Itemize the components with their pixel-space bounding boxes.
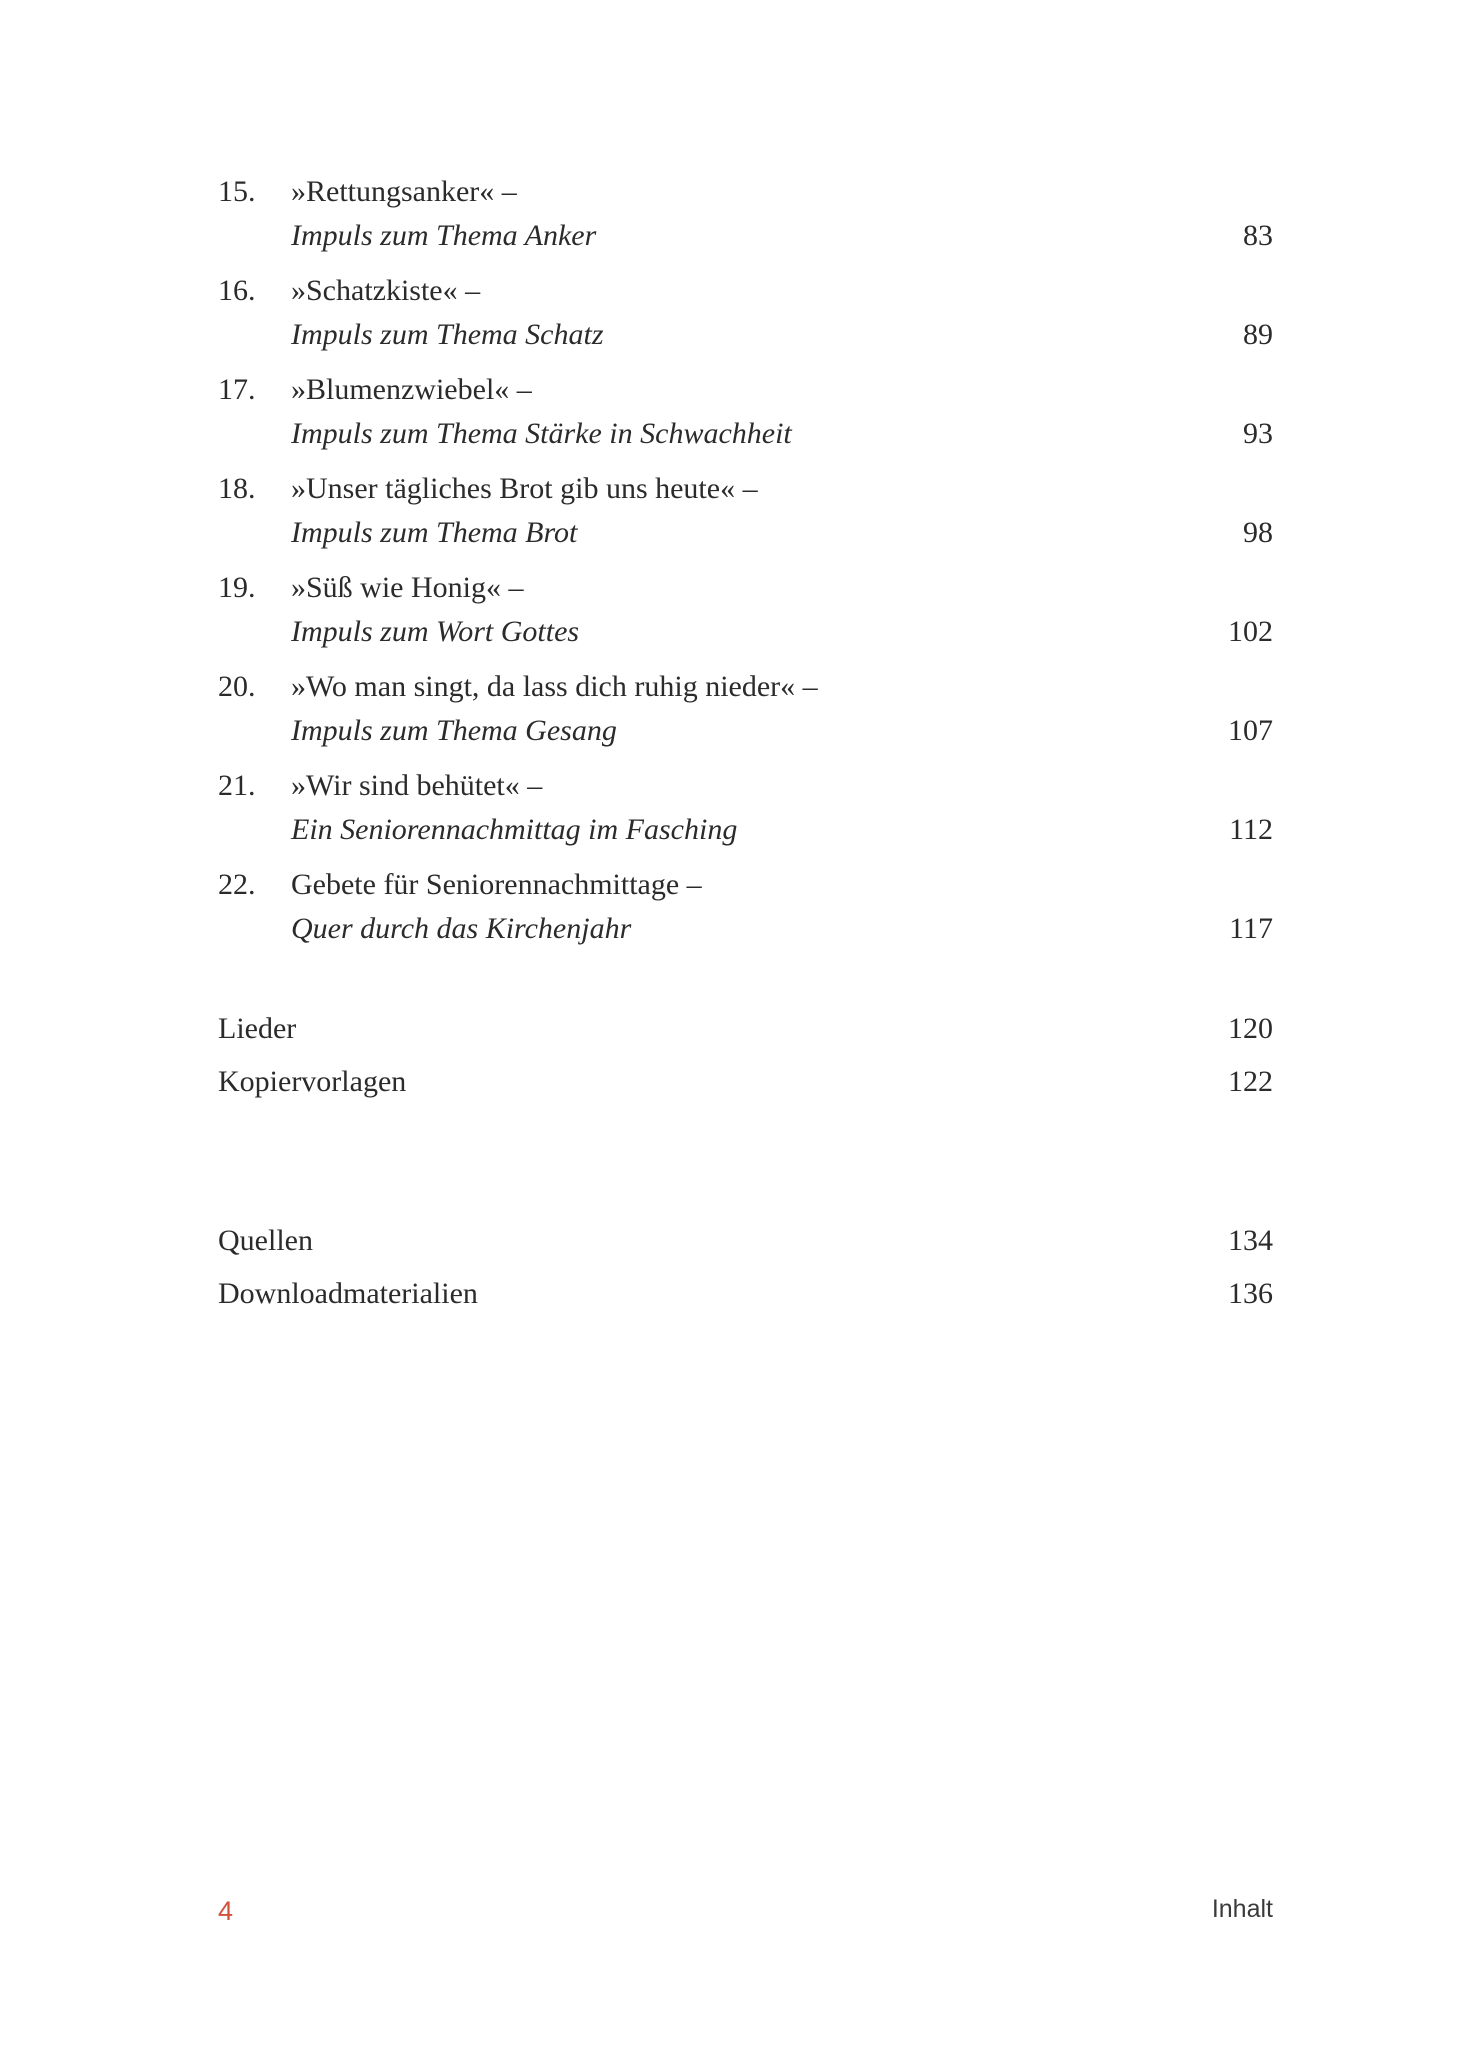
entry-title: »Unser tägliches Brot gib uns heute« – (291, 472, 758, 505)
entry-subtitle: Ein Seniorennachmittag im Fasching (291, 813, 738, 846)
toc-entry-downloadmaterialien[interactable] (218, 1272, 1273, 1325)
entry-title: Gebete für Seniorennachmittage – (291, 868, 702, 901)
entry-page-number: 134 (1228, 1224, 1273, 1257)
toc-entry-20[interactable] (218, 665, 1273, 764)
footer-section-label: Inhalt (1211, 1895, 1273, 1923)
entry-page-number: 102 (1228, 615, 1273, 648)
entry-number: 16. (218, 274, 256, 307)
entry-subtitle: Impuls zum Thema Brot (291, 516, 578, 549)
entry-title: Quellen (218, 1224, 313, 1257)
appendix-group-2 (218, 1219, 1273, 1325)
toc-entry-16[interactable] (218, 269, 1273, 368)
entry-page-number: 93 (1243, 417, 1273, 450)
entry-number: 17. (218, 373, 256, 406)
entry-page-number: 122 (1228, 1065, 1273, 1098)
entry-title: Downloadmaterialien (218, 1277, 478, 1310)
table-of-contents (218, 170, 1273, 962)
toc-entry-kopiervorlagen[interactable] (218, 1060, 1273, 1113)
entry-page-number: 112 (1229, 813, 1273, 846)
toc-entry-22[interactable] (218, 863, 1273, 962)
entry-subtitle: Impuls zum Wort Gottes (291, 615, 580, 648)
entry-number: 18. (218, 472, 256, 505)
entry-title: Kopiervorlagen (218, 1065, 407, 1098)
entry-subtitle: Impuls zum Thema Anker (291, 219, 597, 252)
entry-number: 22. (218, 868, 256, 901)
toc-entry-17[interactable] (218, 368, 1273, 467)
entry-subtitle: Impuls zum Thema Gesang (291, 714, 617, 747)
toc-entry-18[interactable] (218, 467, 1273, 566)
entry-title: »Süß wie Honig« – (291, 571, 524, 604)
entry-title: »Schatzkiste« – (291, 274, 481, 307)
entry-number: 21. (218, 769, 256, 802)
footer-page-number: 4 (218, 1896, 234, 1926)
entry-subtitle: Impuls zum Thema Schatz (291, 318, 604, 351)
entry-page-number: 136 (1228, 1277, 1273, 1310)
entry-title: Lieder (218, 1012, 297, 1045)
toc-entry-15[interactable] (218, 170, 1273, 269)
entry-page-number: 107 (1228, 714, 1273, 747)
entry-page-number: 89 (1243, 318, 1273, 351)
appendix-group-1 (218, 1007, 1273, 1113)
entry-title: »Blumenzwiebel« – (291, 373, 532, 406)
entry-number: 15. (218, 175, 256, 208)
entry-number: 20. (218, 670, 256, 703)
entry-subtitle: Quer durch das Kirchenjahr (291, 912, 632, 945)
entry-page-number: 117 (1229, 912, 1273, 945)
entry-page-number: 120 (1228, 1012, 1273, 1045)
toc-entry-21[interactable] (218, 764, 1273, 863)
entry-title: »Wir sind behütet« – (291, 769, 543, 802)
entry-title: »Rettungsanker« – (291, 175, 517, 208)
toc-entry-19[interactable] (218, 566, 1273, 665)
entry-title: »Wo man singt, da lass dich ruhig nieder« – (291, 670, 818, 703)
entry-number: 19. (218, 571, 256, 604)
entry-page-number: 83 (1243, 219, 1273, 252)
toc-entry-quellen[interactable] (218, 1219, 1273, 1272)
toc-entry-lieder[interactable] (218, 1007, 1273, 1060)
entry-page-number: 98 (1243, 516, 1273, 549)
entry-subtitle: Impuls zum Thema Stärke in Schwachheit (291, 417, 792, 450)
